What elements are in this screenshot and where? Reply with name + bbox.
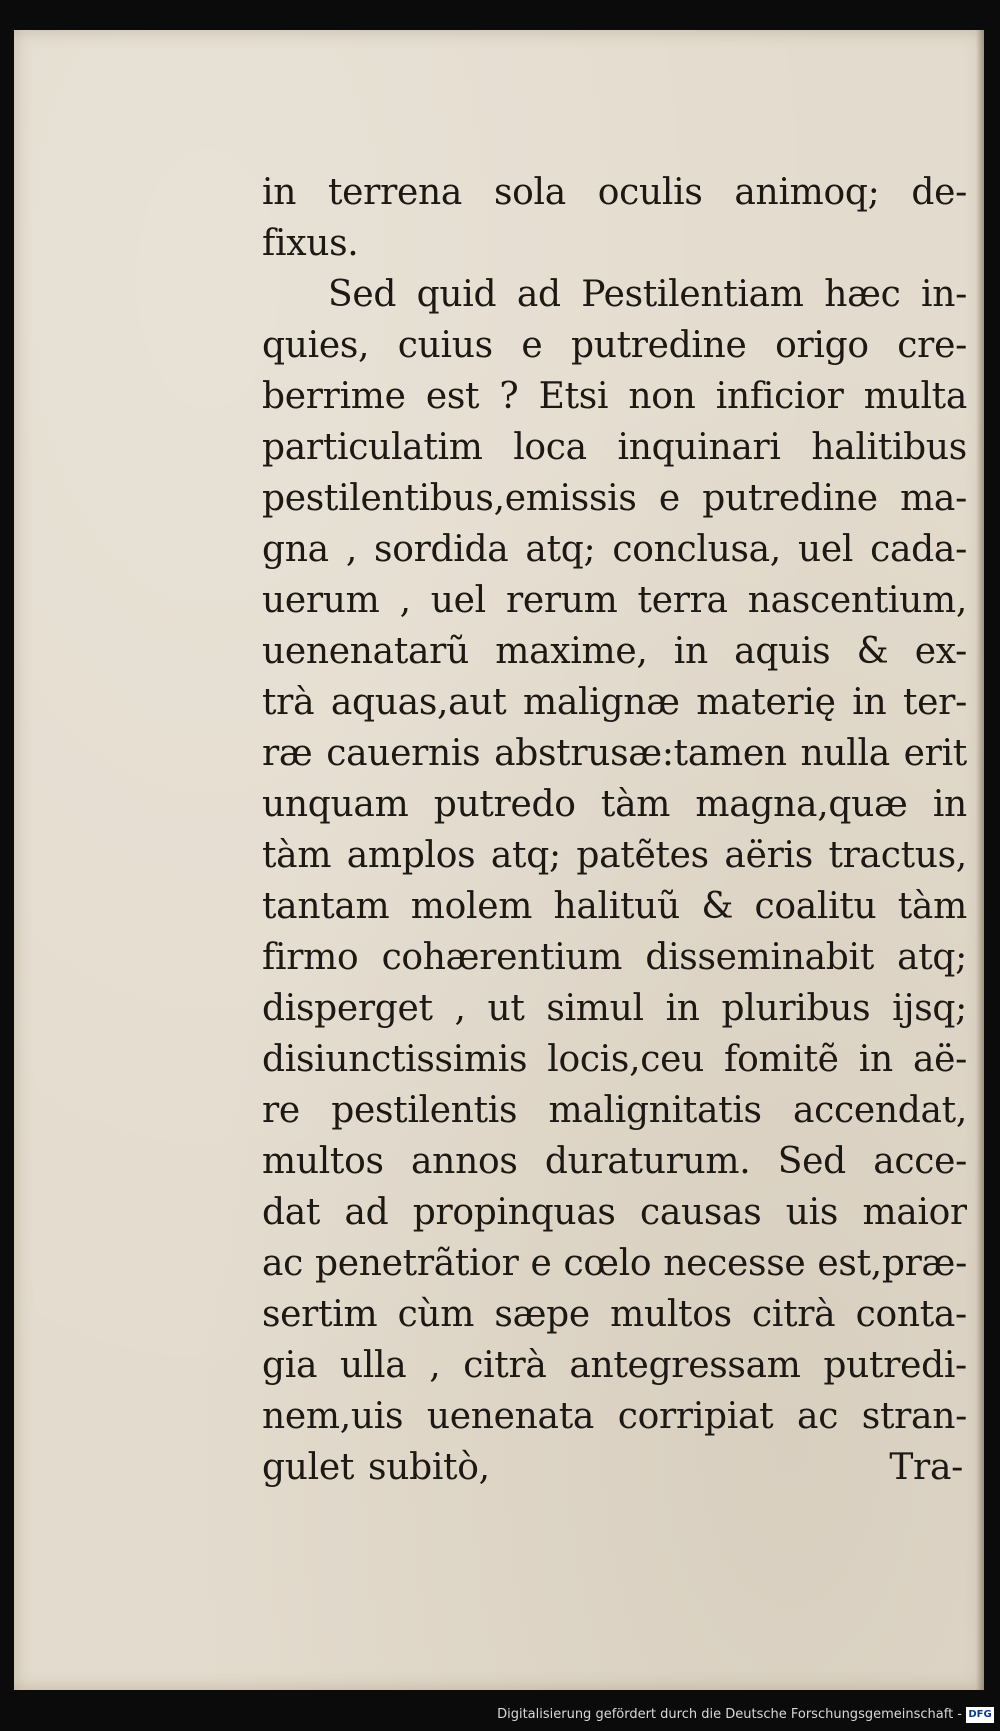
text-word: firmo <box>262 937 359 978</box>
text-line <box>262 1243 967 1294</box>
text-word: hæc <box>824 274 901 315</box>
text-word: uel <box>430 580 486 621</box>
text-word: gna <box>262 529 329 570</box>
text-word: fomitẽ <box>724 1039 839 1080</box>
text-word: penetrãtior <box>315 1243 519 1284</box>
text-line <box>262 274 967 325</box>
text-word: aquas,aut <box>330 682 507 723</box>
text-word: annos <box>411 1141 518 1182</box>
text-word: propinquas <box>412 1192 616 1233</box>
text-word: Pestilentiam <box>581 274 804 315</box>
text-line <box>262 223 967 274</box>
text-word: nem,uis <box>262 1396 404 1437</box>
text-word: ma- <box>900 478 967 519</box>
text-line <box>262 733 967 784</box>
text-word: disperget <box>262 988 433 1029</box>
text-word: halituũ <box>553 886 680 927</box>
text-word: necesse <box>663 1243 806 1284</box>
text-word: cohærentium <box>381 937 623 978</box>
text-word: ex- <box>914 631 967 672</box>
text-word: stran- <box>861 1396 967 1437</box>
text-word: ulla <box>339 1345 407 1386</box>
text-word: terrena <box>328 172 463 213</box>
text-line <box>262 682 967 733</box>
text-word: cùm <box>397 1294 475 1335</box>
text-word: malignitatis <box>548 1090 762 1131</box>
text-line <box>262 325 967 376</box>
text-word: in <box>673 631 708 672</box>
text-word: uel <box>798 529 854 570</box>
text-word: Sed <box>777 1141 846 1182</box>
text-word: halitibus <box>811 427 967 468</box>
digitization-credit: Digitalisierung gefördert durch die Deutsche Forschungsgemeinschaft - <box>497 1707 962 1722</box>
text-word: ræ <box>262 733 313 774</box>
text-word: accendat, <box>792 1090 967 1131</box>
text-word: uenenata <box>426 1396 595 1437</box>
text-word: antegressam <box>569 1345 801 1386</box>
text-word: coalitu <box>754 886 877 927</box>
text-word: non <box>628 376 696 417</box>
text-word: sæpe <box>494 1294 590 1335</box>
text-word: maior <box>862 1192 967 1233</box>
text-line <box>262 631 967 682</box>
text-word: molem <box>410 886 533 927</box>
text-word: maxime, <box>495 631 648 672</box>
text-word: cre- <box>897 325 967 366</box>
text-line <box>262 1090 967 1141</box>
text-word: multa <box>863 376 967 417</box>
text-line <box>262 1345 967 1396</box>
text-word: amplos <box>346 835 476 876</box>
text-line <box>262 427 967 478</box>
text-word: berrime <box>262 376 406 417</box>
footer-bar <box>0 1695 1000 1731</box>
text-word: particulatim <box>262 427 483 468</box>
text-word: tàm <box>600 784 671 825</box>
text-word: pluribus <box>721 988 871 1029</box>
text-word: pestilentibus,emissis <box>262 478 637 519</box>
text-word: putredo <box>433 784 576 825</box>
text-word: simul <box>546 988 644 1029</box>
text-word: acce- <box>873 1141 967 1182</box>
text-word: cuius <box>397 325 493 366</box>
book-page <box>14 30 984 1690</box>
text-word: disseminabit <box>645 937 874 978</box>
text-word: sola <box>493 172 566 213</box>
text-line <box>262 988 967 1039</box>
text-word: cauernis <box>326 733 481 774</box>
text-word: e <box>530 1243 552 1284</box>
text-word: putredi- <box>823 1345 967 1386</box>
text-line <box>262 478 967 529</box>
text-line <box>262 376 967 427</box>
text-word: , <box>429 1345 441 1386</box>
text-word: tàm <box>262 835 332 876</box>
text-word: nulla <box>800 733 890 774</box>
text-word: ut <box>487 988 525 1029</box>
text-word: abstrusæ:tamen <box>494 733 787 774</box>
text-word: ad <box>516 274 561 315</box>
text-word: uis <box>785 1192 839 1233</box>
text-word: , <box>454 988 466 1029</box>
text-line <box>262 784 967 835</box>
text-word: terra <box>637 580 728 621</box>
text-word: nascentium, <box>747 580 967 621</box>
text-word: ijsq; <box>892 988 967 1029</box>
text-line <box>262 1039 967 1090</box>
text-line <box>262 886 967 937</box>
text-word: Sed <box>328 274 397 315</box>
text-word: in <box>932 784 967 825</box>
text-word: quies, <box>262 325 370 366</box>
text-word: locis,ceu <box>547 1039 704 1080</box>
text-word: in <box>858 1039 893 1080</box>
text-word: atq; <box>525 529 596 570</box>
text-word: conclusa, <box>612 529 781 570</box>
text-word: magna,quæ <box>695 784 908 825</box>
text-line <box>262 1141 967 1192</box>
text-word: aquis <box>734 631 831 672</box>
text-word: corripiat <box>617 1396 774 1437</box>
text-word: aë- <box>912 1039 967 1080</box>
dfg-logo: DFG <box>966 1707 994 1723</box>
text-word: e <box>521 325 543 366</box>
text-word: est <box>425 376 480 417</box>
text-word: unquam <box>262 784 409 825</box>
text-word: aëris <box>724 835 813 876</box>
last-line-left-group <box>262 1447 490 1488</box>
text-word: citrà <box>752 1294 836 1335</box>
text-word: ? <box>499 376 519 417</box>
text-word: , <box>345 529 357 570</box>
text-line <box>262 1447 967 1498</box>
text-word: trà <box>262 682 315 723</box>
text-word: atq; <box>490 835 561 876</box>
text-word: gia <box>262 1345 318 1386</box>
text-word: citrà <box>463 1345 547 1386</box>
text-line <box>262 1192 967 1243</box>
text-word: disiunctissimis <box>262 1039 528 1080</box>
text-word: gulet <box>262 1447 355 1488</box>
text-word: uenenatarũ <box>262 631 469 672</box>
text-word: causas <box>639 1192 762 1233</box>
text-word: subitò, <box>368 1447 490 1488</box>
text-word: ac <box>797 1396 839 1437</box>
text-word: sertim <box>262 1294 378 1335</box>
text-word: pestilentis <box>331 1090 518 1131</box>
text-word: in <box>665 988 700 1029</box>
text-word: materię <box>696 682 836 723</box>
text-line <box>262 1294 967 1345</box>
text-word: in- <box>921 274 967 315</box>
text-word: erit <box>903 733 967 774</box>
text-word: re <box>262 1090 300 1131</box>
text-line <box>262 529 967 580</box>
text-word: putredine <box>702 478 878 519</box>
text-word: tractus, <box>828 835 967 876</box>
text-word: & <box>856 631 889 672</box>
text-word: fixus. <box>262 223 359 264</box>
text-word: malignæ <box>523 682 680 723</box>
text-word: inquinari <box>617 427 781 468</box>
text-word: dat <box>262 1192 321 1233</box>
text-line <box>262 937 967 988</box>
text-word: est,præ- <box>817 1243 967 1284</box>
text-line <box>262 580 967 631</box>
text-word: , <box>399 580 411 621</box>
text-line <box>262 1396 967 1447</box>
text-word: tantam <box>262 886 390 927</box>
text-word: inficior <box>715 376 844 417</box>
text-word: ac <box>262 1243 304 1284</box>
text-word: uerum <box>262 580 380 621</box>
text-word: Etsi <box>538 376 609 417</box>
text-word: multos <box>610 1294 732 1335</box>
text-word: rerum <box>505 580 618 621</box>
page-text-block <box>262 172 967 1498</box>
text-line <box>262 835 967 886</box>
text-word: cada- <box>870 529 967 570</box>
text-word: tàm <box>897 886 967 927</box>
text-word: origo <box>775 325 869 366</box>
text-word: multos <box>262 1141 384 1182</box>
text-word: ter- <box>902 682 967 723</box>
text-word: loca <box>513 427 587 468</box>
text-word: oculis <box>597 172 703 213</box>
text-word: conta- <box>855 1294 967 1335</box>
catchword: Tra- <box>889 1447 963 1488</box>
text-line <box>262 172 967 223</box>
text-word: duraturum. <box>544 1141 751 1182</box>
text-word: de- <box>911 172 967 213</box>
page-edge-shadow <box>976 30 984 1690</box>
text-word: in <box>262 172 297 213</box>
text-word: putredine <box>570 325 747 366</box>
text-word: atq; <box>897 937 967 978</box>
text-word: e <box>658 478 680 519</box>
text-word: & <box>701 886 734 927</box>
text-word: patẽtes <box>576 835 709 876</box>
text-word: in <box>852 682 887 723</box>
text-word: ad <box>344 1192 389 1233</box>
text-word: animoq; <box>734 172 880 213</box>
text-word: quid <box>416 274 497 315</box>
text-word: sordida <box>374 529 509 570</box>
text-word: cœlo <box>563 1243 652 1284</box>
